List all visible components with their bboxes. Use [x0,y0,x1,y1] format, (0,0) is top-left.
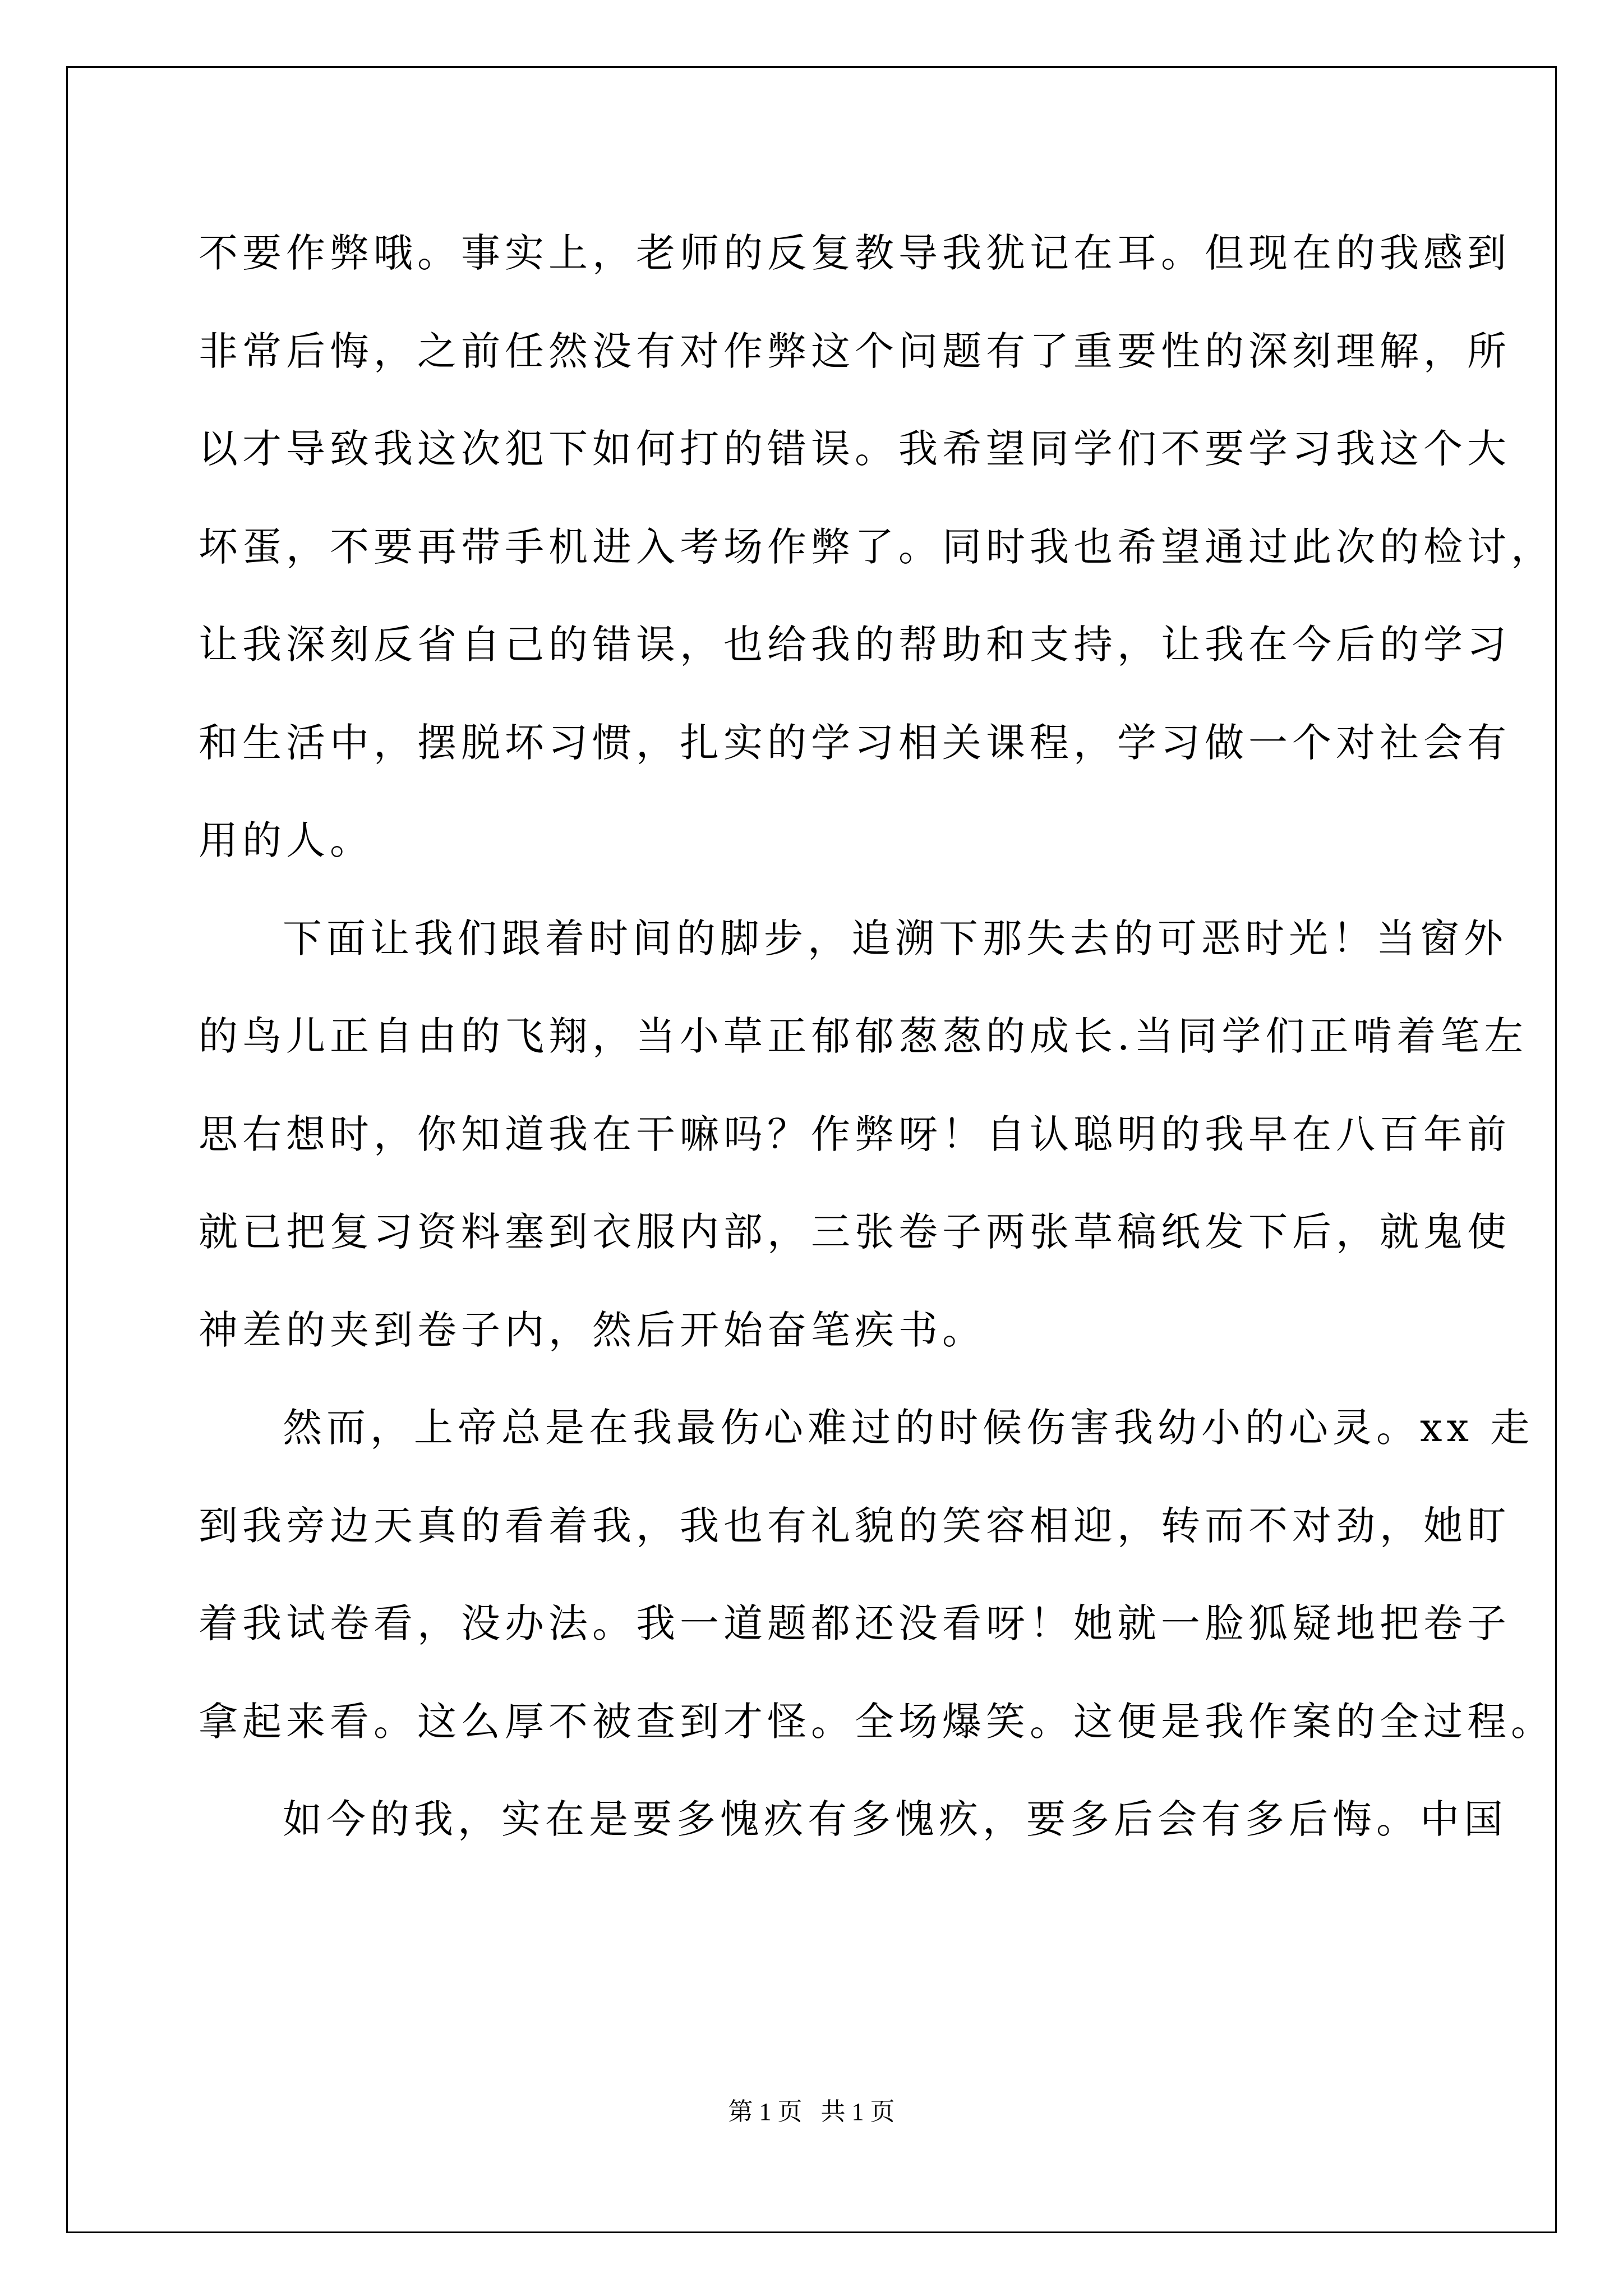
text-line: 神差的夹到卷子内，然后开始奋笔疾书。 [199,1306,986,1353]
paragraph-2 [199,890,1528,1379]
paragraph-4 [199,1770,1507,1869]
text-line: 以才导致我这次犯下如何打的错误。我希望同学们不要学习我这个大 [199,426,1511,472]
text-line: 就已把复习资料塞到衣服内部，三张卷子两张草稿纸发下后，就鬼使 [199,1209,1511,1255]
text-line: 思右想时，你知道我在干嘛吗？作弊呀！自认聪明的我早在八百年前 [199,1111,1511,1157]
paragraph-3 [199,1379,1555,1770]
text-line: 如今的我，实在是要多愧疚有多愧疚，要多后会有多后悔。中国 [283,1796,1507,1842]
page-footer: 第 1 页 共 1 页 [728,2098,895,2125]
text-line: 的鸟儿正自由的飞翔，当小草正郁郁葱葱的成长.当同学们正啃着笔左 [199,1013,1528,1059]
text-line: 然而，上帝总是在我最伤心难过的时候伤害我幼小的心灵。xx 走 [283,1405,1534,1451]
text-line: 坏蛋，不要再带手机进入考场作弊了。同时我也希望通过此次的检讨， [199,523,1555,570]
paragraph-1 [199,204,1555,890]
text-line: 下面让我们跟着时间的脚步，追溯下那失去的可恶时光！当窗外 [283,915,1507,961]
text-line: 着我试卷看，没办法。我一道题都还没看呀！她就一脸狐疑地把卷子 [199,1600,1511,1646]
text-line: 让我深刻反省自己的错误，也给我的帮助和支持，让我在今后的学习 [199,622,1511,668]
document-body [199,204,1555,1869]
text-line: 用的人。 [199,817,374,863]
text-line: 拿起来看。这么厚不被查到才怪。全场爆笑。这便是我作案的全过程。 [199,1698,1555,1745]
text-line: 不要作弊哦。事实上，老师的反复教导我犹记在耳。但现在的我感到 [199,230,1511,276]
text-line: 非常后悔，之前任然没有对作弊这个问题有了重要性的深刻理解，所 [199,328,1511,374]
text-line: 到我旁边天真的看着我，我也有礼貌的笑容相迎，转而不对劲，她盯 [199,1502,1511,1549]
text-line: 和生活中，摆脱坏习惯，扎实的学习相关课程，学习做一个对社会有 [199,719,1511,766]
